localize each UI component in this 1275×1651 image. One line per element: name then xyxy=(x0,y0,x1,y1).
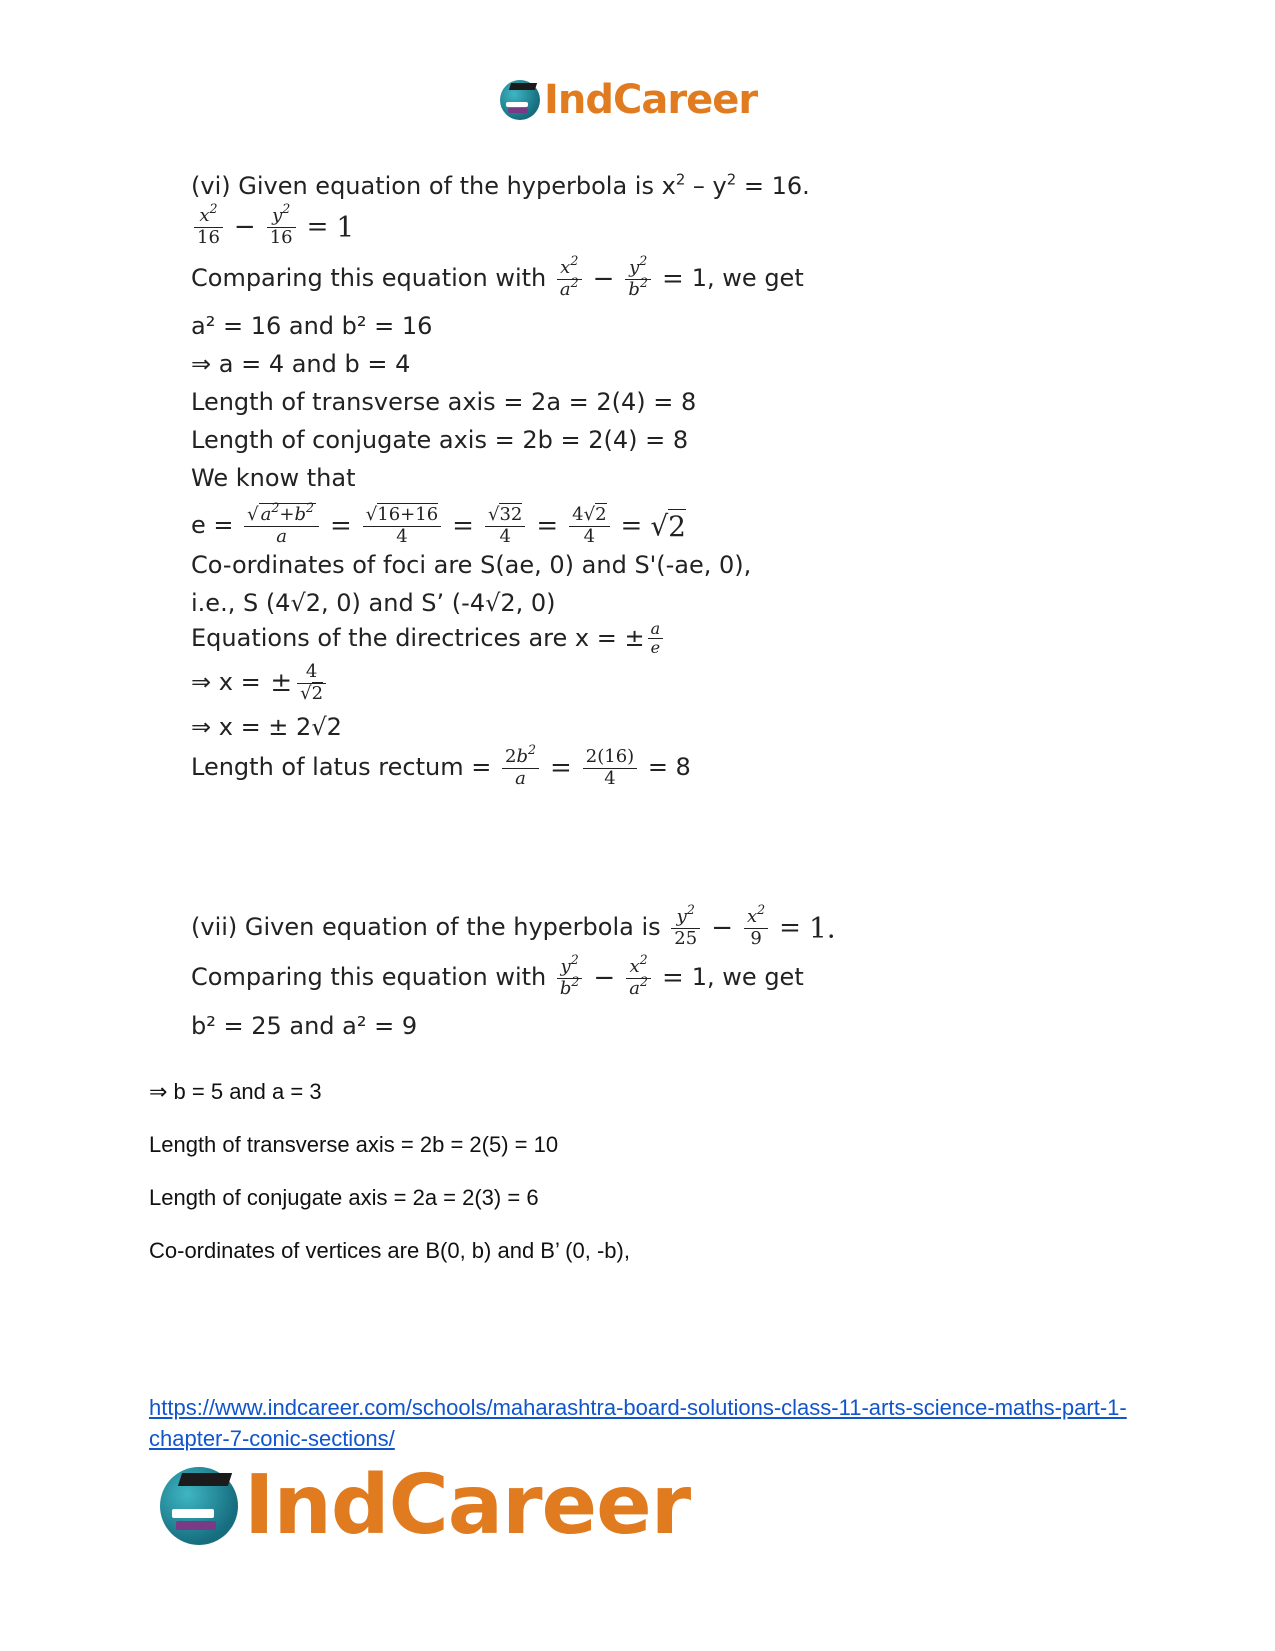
part7-line1: (vii) Given equation of the hyperbola is $\frac{y^2}{25}$ − $\frac{x^2}{9}$ = 1. xyxy=(191,901,836,949)
directrix-value-line: ⇒ x = ± $\frac{4}{√2}$ xyxy=(191,662,329,704)
plain-line3: Length of conjugate axis = 2a = 2(3) = 6 xyxy=(149,1185,539,1210)
latus-rectum-line: Length of latus rectum = $\frac{2b^2}{a}$ = $\frac{2(16)}{4}$ = 8 xyxy=(191,741,691,789)
globe-icon xyxy=(500,80,540,120)
part6-line11: i.e., S (4√2, 0) and S’ (-4√2, 0) xyxy=(191,589,556,617)
footer-logo xyxy=(160,1458,691,1553)
part6-line1: (vi) Given equation of the hyperbola is $x^2 - y^2 = 16$. xyxy=(191,170,810,200)
plain-line1: ⇒ b = 5 and a = 3 xyxy=(149,1079,322,1104)
globe-icon xyxy=(160,1467,238,1545)
header-logo xyxy=(500,77,758,123)
part6-line6: Length of transverse axis = 2a = 2(4) = 8 xyxy=(191,388,697,416)
graduation-cap-icon xyxy=(509,83,537,90)
part6-line5: ⇒ a = 4 and b = 4 xyxy=(191,350,411,378)
logo-text: IndCareer xyxy=(544,77,758,123)
part7-compare-line: Comparing this equation with $\frac{y^2}{b^2}$ − $\frac{x^2}{a^2}$ = 1, we get xyxy=(191,951,804,999)
part6-equation: $\frac{x^2}{16}$ − $\frac{y^2}{16}$ = 1 xyxy=(191,206,354,248)
eccentricity-equation: e = $\frac{√ a^2+b^2}{a}$ = $\frac{√16+16}{4}$ = $\frac{√32}{4}$ = $\frac{4√2}{4}$ = √2 xyxy=(191,499,686,547)
directrix-line: Equations of the directrices are x = ± $\frac{a}{e}$ xyxy=(191,620,666,658)
part6-line7: Length of conjugate axis = 2b = 2(4) = 8 xyxy=(191,426,689,454)
part6-line10: Co-ordinates of foci are S(ae, 0) and S'(-ae, 0), xyxy=(191,551,752,579)
plain-line2: Length of transverse axis = 2b = 2(5) = 10 xyxy=(149,1132,559,1157)
source-link[interactable]: https://www.indcareer.com/schools/maharashtra-board-solutions-class-11-arts-science-maths-part-1-chapter-7-conic-sections/ xyxy=(149,1395,1127,1451)
part6-line4: a² = 16 and b² = 16 xyxy=(191,312,433,340)
part6-line14: ⇒ x = ± 2√2 xyxy=(191,713,342,741)
part6-compare-line: Comparing this equation with $\frac{x^2}{a^2}$ − $\frac{y^2}{b^2}$ = 1, we get xyxy=(191,252,804,300)
plain-line4: Co-ordinates of vertices are B(0, b) and B’ (0, -b), xyxy=(149,1238,630,1263)
part7-line3: b² = 25 and a² = 9 xyxy=(191,1012,418,1040)
logo-text: IndCareer xyxy=(244,1458,691,1553)
graduation-cap-icon xyxy=(178,1473,232,1486)
part6-line8: We know that xyxy=(191,464,356,492)
